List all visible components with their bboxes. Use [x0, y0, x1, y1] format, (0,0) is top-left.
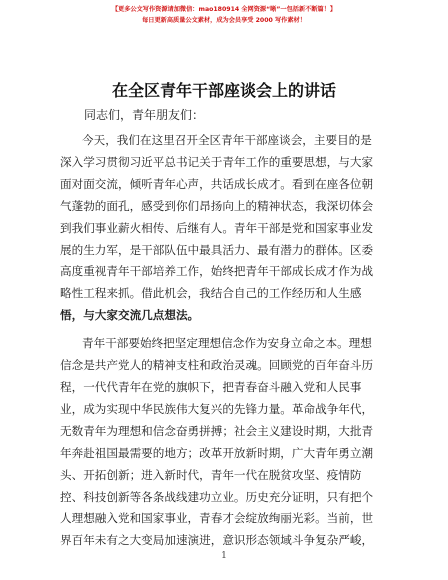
paragraph-2	[60, 333, 387, 552]
greeting: 同志们，青年朋友们：	[84, 108, 205, 122]
paragraph-1	[60, 130, 387, 327]
paragraph-line: 青年干部要始终把坚定理想信念作为安身立命之本。理想	[82, 336, 372, 351]
promo-banner	[0, 4, 448, 26]
paragraph-line: 高度重视青年干部培养工作，始终把青年干部成长成才作为战	[60, 264, 374, 279]
paragraph-line: 界百年未有之大变局加速演进，意识形态领域斗争复杂严峻，	[60, 533, 374, 548]
promo-line-2: 每日更新高质量公文素材，成为会员享受 2000 写作素材！	[142, 17, 306, 24]
paragraph-line: 深入学习贯彻习近平总书记关于青年工作的重要思想，与大家	[60, 154, 374, 169]
paragraph-line: 略性工程来抓。借此机会，我结合自己的工作经历和人生感	[60, 286, 362, 301]
document-body	[60, 104, 387, 558]
paragraph-line-bold	[60, 305, 387, 327]
paragraph-line: 展的生力军，是干部队伍中最具活力、最有潜力的群体。区委	[60, 242, 374, 257]
paragraph-line: 人理想融入党和国家事业，青春才会绽放绚丽光彩。当前，世	[60, 511, 374, 526]
paragraph-line: 到我们事业薪火相传、后继有人。青年干部是党和国家事业发	[60, 220, 374, 235]
paragraph-line: 信念是共产党人的精神支柱和政治灵魂。回顾党的百年奋斗历	[60, 358, 374, 373]
paragraph-line: 今天，我们在这里召开全区青年干部座谈会，主要目的是	[82, 133, 372, 147]
page-number: 1	[221, 551, 227, 561]
document-title: 在全区青年干部座谈会上的讲话	[111, 81, 336, 100]
paragraph-line: 头、开拓创新；进入新时代，青年一代在脱贫攻坚、疫情防	[60, 467, 362, 482]
paragraph-line: 面对面交流，倾听青年心声，共话成长成才。看到在座各位朝	[60, 176, 374, 191]
paragraph-line: 年奔赴祖国最需要的地方；改革开放新时期，广大青年勇立潮	[60, 445, 374, 460]
paragraph-line: 控、科技创新等各条战线建功立业。历史充分证明，只有把个	[60, 489, 374, 504]
promo-line-1: 【更多公文写作资源请加微信：mao180914 全网资源“晰”一包括新不断篇！】	[111, 6, 337, 13]
bold-phrase: 悟，与大家交流几点想法。	[60, 308, 200, 323]
paragraph-line: 程，一代代青年在党的旗帜下，把青春奋斗融入党和人民事	[60, 379, 362, 394]
paragraph-line: 气蓬勃的面孔，感受到你们昂扬向上的精神状态，我深切体会	[60, 198, 374, 213]
paragraph-line: 业，成为实现中华民族伟大复兴的先锋力量。革命战争年代，	[60, 401, 374, 416]
paragraph-line: 无数青年为理想和信念奋勇拼搏；社会主义建设时期，大批青	[60, 423, 374, 438]
